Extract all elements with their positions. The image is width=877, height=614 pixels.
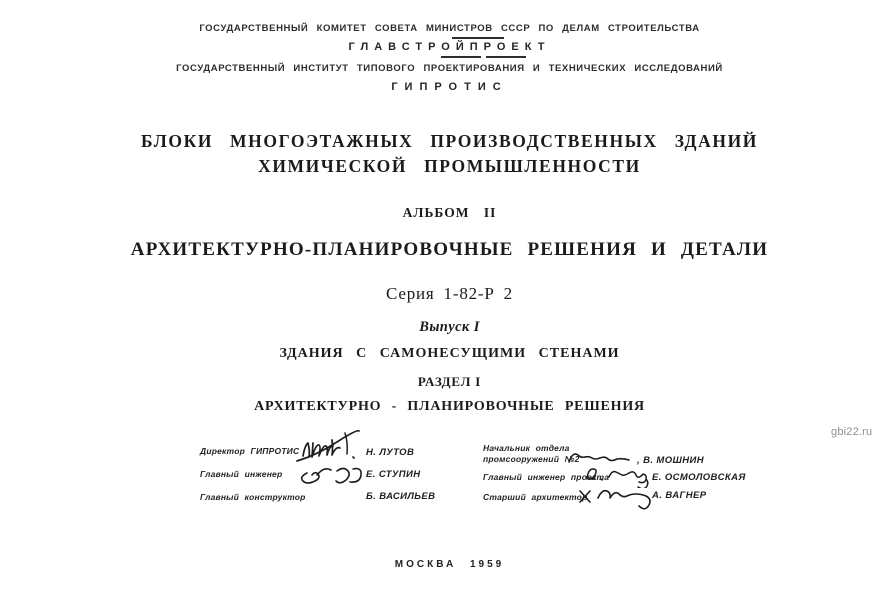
site-watermark: gbi22.ru: [831, 426, 873, 438]
divider-rule-left: [441, 56, 481, 58]
name-stupin: Е. СТУПИН: [366, 469, 421, 480]
role-department-head-line2: промсооружений №2: [483, 454, 580, 464]
divider-rule-right: [486, 56, 526, 58]
signature-stupin: [295, 463, 365, 487]
name-osmolovskaya: Е. ОСМОЛОВСКАЯ: [652, 472, 746, 483]
institute-line: ГОСУДАРСТВЕННЫЙ ИНСТИТУТ ТИПОВОГО ПРОЕКТИРОВАНИЯ И ТЕХНИЧЕСКИХ ИССЛЕДОВАНИЙ: [176, 63, 723, 74]
signature-lutov: [293, 429, 361, 465]
role-department-head: [483, 443, 580, 465]
city-year: МОСКВА 1959: [394, 559, 505, 570]
main-title-line1: БЛОКИ МНОГОЭТАЖНЫХ ПРОИЗВОДСТВЕННЫХ ЗДАНИЙ: [140, 131, 758, 151]
glavstroyproekt-line: ГЛАВСТРОЙПРОЕКТ: [348, 41, 551, 53]
issue-number: Выпуск I: [419, 319, 480, 335]
divider-rule-top: [452, 37, 504, 39]
name-lutov: Н. ЛУТОВ: [366, 447, 415, 458]
album-number: АЛЬБОМ II: [402, 205, 497, 220]
role-department-head-line1: Начальник отдела: [483, 443, 570, 453]
role-chief-constructor: Главный конструктор: [200, 492, 306, 502]
name-vagner: А. ВАГНЕР: [652, 490, 707, 501]
giprotis-line: ГИПРОТИС: [391, 81, 508, 93]
role-director: Директор ГИПРОТИС: [200, 446, 300, 456]
main-title-line2: ХИМИЧЕСКОЙ ПРОМЫШЛЕННОСТИ: [258, 156, 641, 176]
role-chief-project-engineer: Главный инженер проекта: [483, 472, 610, 482]
title-page-sheet: [22, 0, 877, 614]
name-vasiliev: Б. ВАСИЛЬЕВ: [366, 491, 436, 502]
role-chief-engineer: Главный инженер: [200, 469, 283, 479]
section-title: АРХИТЕКТУРНО - ПЛАНИРОВОЧНЫЕ РЕШЕНИЯ: [254, 399, 645, 414]
section-number: РАЗДЕЛ I: [417, 374, 482, 389]
signature-moshnin: [567, 449, 631, 467]
issue-title: ЗДАНИЯ С САМОНЕСУЩИМИ СТЕНАМИ: [279, 346, 620, 361]
subtitle: АРХИТЕКТУРНО-ПЛАНИРОВОЧНЫЕ РЕШЕНИЯ И ДЕТАЛИ: [130, 239, 769, 260]
series-number: Серия 1-82-Р 2: [386, 284, 513, 303]
committee-line: ГОСУДАРСТВЕННЫЙ КОМИТЕТ СОВЕТА МИНИСТРОВ СССР ПО ДЕЛАМ СТРОИТЕЛЬСТВА: [199, 23, 700, 34]
role-senior-architect: Старший архитектор: [483, 492, 588, 502]
signature-vagner: [576, 485, 652, 511]
name-moshnin: , В. МОШНИН: [637, 455, 704, 466]
